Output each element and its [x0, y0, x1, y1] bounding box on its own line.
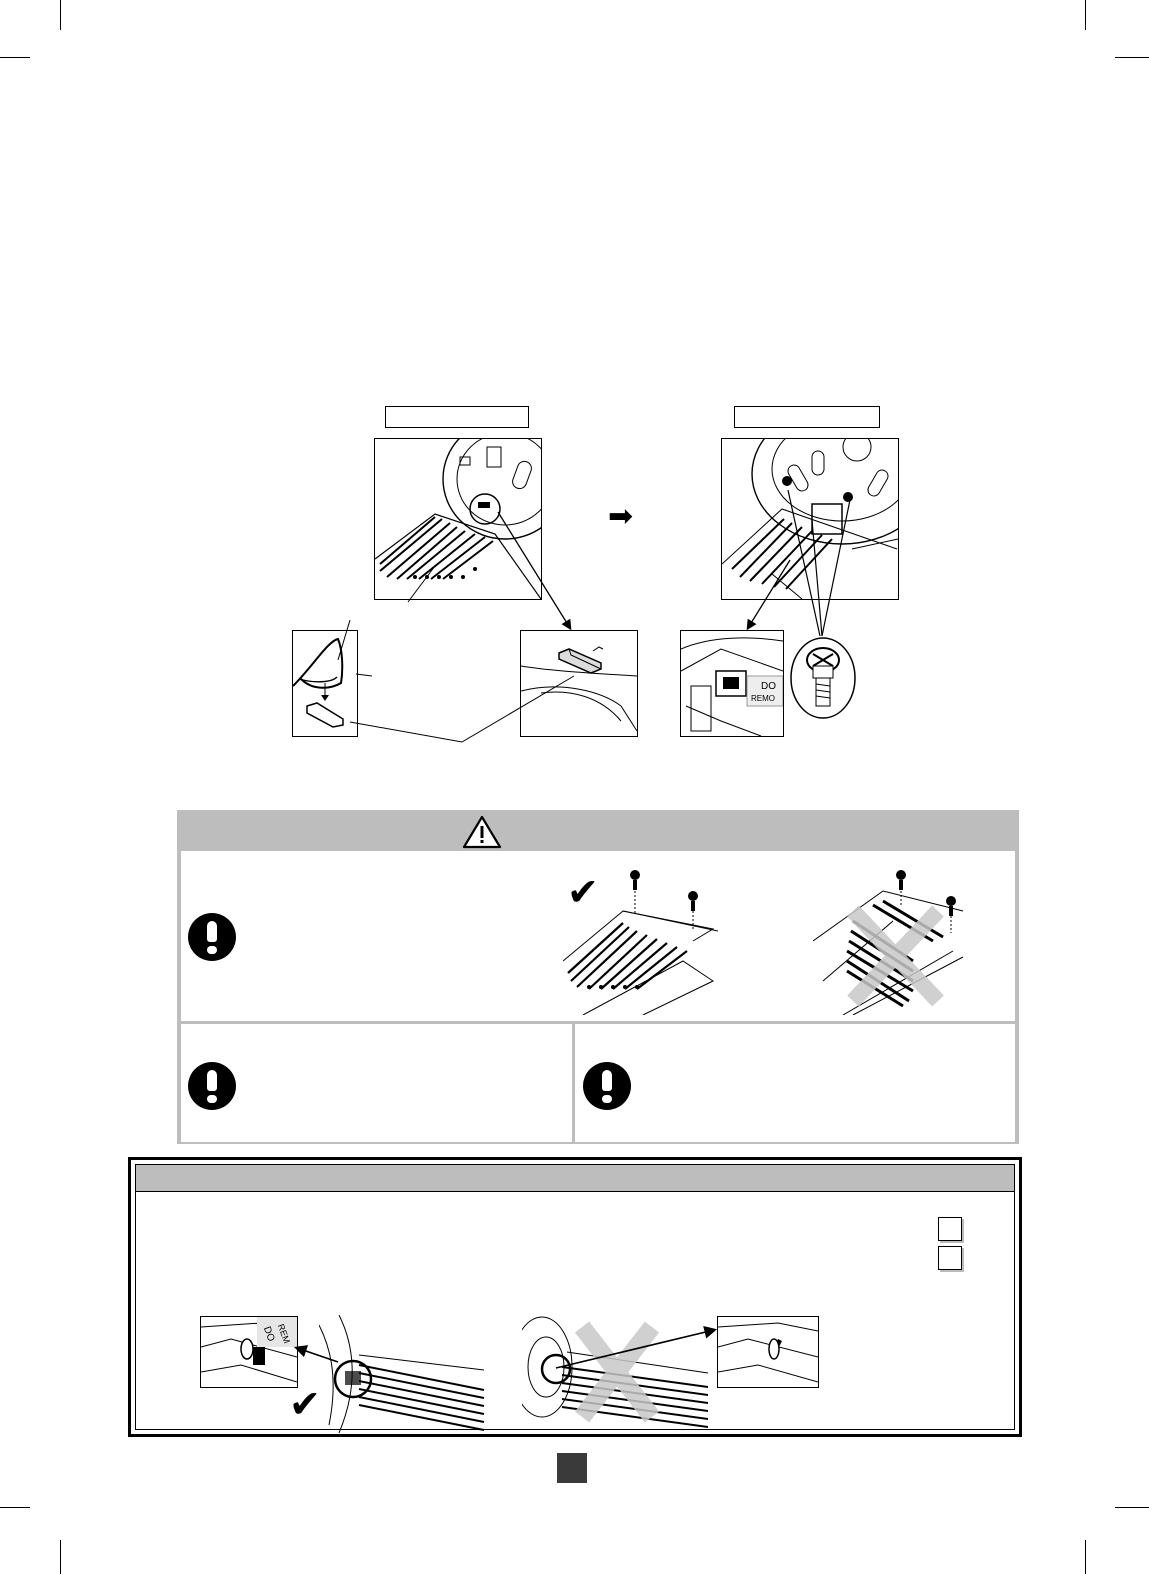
- screw-detail-figure: [789, 636, 857, 720]
- page-number-badge: [557, 1453, 587, 1483]
- clip-detail-figure: [292, 630, 358, 737]
- reference-box-2: [938, 1246, 962, 1270]
- note-inner-frame: [135, 1164, 1015, 1430]
- connector-correct-zoom: [200, 1316, 298, 1388]
- mandatory-icon: [188, 1062, 236, 1110]
- crop-mark: [60, 0, 61, 30]
- svg-text:REMO: REMO: [751, 694, 775, 703]
- caution-left-cell: [181, 1024, 572, 1142]
- crop-mark: [1115, 57, 1149, 58]
- connector-incorrect-zoom: [717, 1316, 819, 1388]
- caution-main-cell: [181, 851, 1015, 1021]
- caution-right-cell: [575, 1024, 1015, 1142]
- crop-mark: [0, 1507, 30, 1508]
- caution-box: [177, 810, 1019, 1144]
- correct-mounting-figure: [563, 861, 718, 1015]
- harness-before-figure: [374, 438, 542, 600]
- crop-mark: [1085, 0, 1086, 30]
- crop-mark: [1085, 1540, 1086, 1574]
- step-label-before: [385, 406, 529, 428]
- mandatory-icon: [583, 1062, 631, 1110]
- reference-box-1: [938, 1217, 962, 1241]
- harness-correct-view: [319, 1315, 489, 1433]
- svg-text:REM: REM: [275, 1322, 292, 1345]
- note-box: [128, 1157, 1022, 1437]
- crop-mark: [60, 1540, 61, 1574]
- tab-detail-figure: [520, 630, 638, 737]
- correct-check-icon: ✔: [289, 1384, 321, 1426]
- harness-after-figure: [721, 438, 899, 600]
- arrow-right-icon: ➡: [608, 500, 634, 533]
- mandatory-icon: [188, 913, 236, 961]
- crop-mark: [0, 57, 30, 58]
- warning-triangle-icon: [462, 815, 502, 849]
- step-label-after: [734, 406, 880, 428]
- harness-incorrect-view: [522, 1307, 708, 1431]
- svg-text:DO: DO: [260, 1325, 277, 1344]
- caution-header: [179, 812, 1017, 849]
- svg-text:DO: DO: [761, 681, 776, 692]
- crop-mark: [1115, 1507, 1149, 1508]
- connector-detail-figure: [680, 630, 784, 737]
- correct-check-icon: ✔: [567, 872, 599, 914]
- incorrect-mounting-figure: [813, 861, 978, 1015]
- note-header: [136, 1165, 1014, 1192]
